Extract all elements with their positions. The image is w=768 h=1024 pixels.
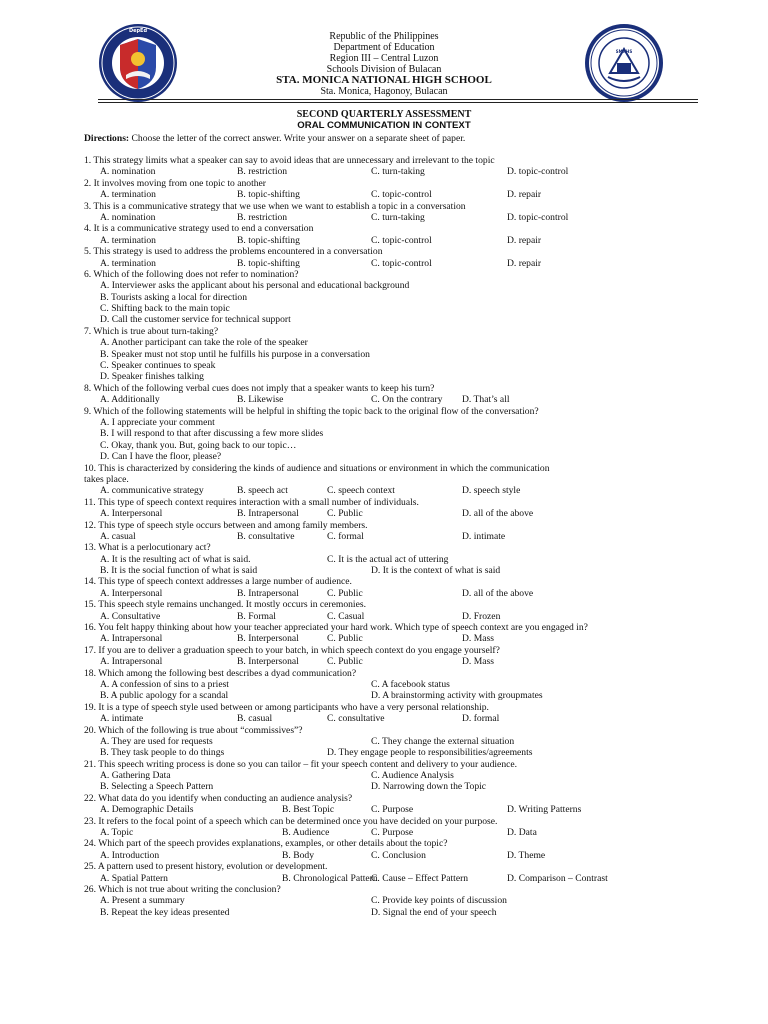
option-row: [84, 804, 684, 815]
directions-text: Choose the letter of the correct answer. Write your answer on a separate sheet of paper.: [129, 133, 466, 144]
answer-option: C. turn-taking: [371, 166, 425, 178]
option-row: [84, 781, 684, 792]
question-stem: 10. This is characterized by considering the kinds of audience and situations or environment in which the communication: [84, 462, 550, 474]
question-stem: 4. It is a communicative strategy used to end a conversation: [84, 223, 314, 235]
option-row: [84, 235, 684, 246]
question-item: [84, 542, 684, 576]
answer-option: D. repair: [507, 257, 542, 269]
answer-option: B. speech act: [237, 485, 288, 497]
header-address: Sta. Monica, Hagonoy, Bulacan: [320, 86, 448, 97]
option-row: [84, 633, 684, 644]
answer-option: B. Intrapersonal: [237, 508, 299, 520]
answer-option: A. intimate: [100, 713, 144, 725]
answer-option: C. On the contrary: [371, 394, 443, 406]
answer-option: D. Mass: [462, 633, 494, 645]
answer-option: C. Public: [327, 633, 363, 645]
option-line: [84, 337, 684, 348]
answer-option: B. Speaker must not stop until he fulfills his purpose in a conversation: [100, 348, 370, 360]
option-row: [84, 166, 684, 177]
question-stem: 7. Which is true about turn-taking?: [84, 325, 219, 337]
answer-option: B. Selecting a Speech Pattern: [100, 781, 214, 793]
answer-option: B. topic-shifting: [237, 189, 300, 201]
question-item: [84, 861, 684, 884]
answer-option: D. repair: [507, 234, 542, 246]
answer-option: D. It is the context of what is said: [371, 565, 501, 577]
answer-option: C. Audience Analysis: [371, 770, 454, 782]
question-item: [84, 326, 684, 383]
answer-option: D. speech style: [462, 485, 521, 497]
option-row: [84, 189, 684, 200]
exam-title: SECOND QUARTERLY ASSESSMENT: [296, 109, 472, 120]
option-row: [84, 485, 684, 496]
option-row: [84, 554, 684, 565]
answer-option: C. Speaker continues to speak: [100, 360, 216, 372]
question-item: [84, 668, 684, 702]
option-line: [84, 371, 684, 382]
option-line: [84, 451, 684, 462]
question-stem: 6. Which of the following does not refer to nomination?: [84, 268, 299, 280]
option-row: [84, 508, 684, 519]
option-line: [84, 349, 684, 360]
answer-option: A. I appreciate your comment: [100, 416, 215, 428]
answer-option: A. Intrapersonal: [100, 633, 163, 645]
answer-option: B. It is the social function of what is said: [100, 565, 258, 577]
header-republic: Republic of the Philippines: [329, 31, 439, 42]
option-row: [84, 656, 684, 667]
answer-option: B. consultative: [237, 530, 295, 542]
question-item: [84, 759, 684, 793]
question-stem: 12. This type of speech style occurs between and among family members.: [84, 519, 368, 531]
answer-option: C. Conclusion: [371, 849, 426, 861]
answer-option: A. termination: [100, 234, 156, 246]
question-item: [84, 246, 684, 269]
answer-option: C. Public: [327, 587, 363, 599]
answer-option: B. restriction: [237, 211, 288, 223]
answer-option: C. Cause – Effect Pattern: [371, 872, 469, 884]
answer-option: A. nomination: [100, 166, 156, 178]
answer-option: C. Public: [327, 656, 363, 668]
option-row: [84, 611, 684, 622]
answer-option: B. Interpersonal: [237, 656, 299, 668]
option-row: [84, 850, 684, 861]
answer-option: B. Likewise: [237, 394, 284, 406]
seal-text: DepEd: [128, 28, 148, 34]
answer-option: A. Spatial Pattern: [100, 872, 168, 884]
answer-option: D. Narrowing down the Topic: [371, 781, 487, 793]
answer-option: A. Interviewer asks the applicant about his personal and educational background: [100, 280, 410, 292]
answer-option: C. Public: [327, 508, 363, 520]
answer-option: D. Writing Patterns: [507, 804, 582, 816]
option-line: [84, 417, 684, 428]
answer-option: C. turn-taking: [371, 211, 425, 223]
question-stem: 20. Which of the following is true about “commissives”?: [84, 724, 303, 736]
header-department: Department of Education: [333, 42, 435, 53]
answer-option: A. Additionally: [100, 394, 160, 406]
directions-label: Directions:: [84, 133, 130, 144]
answer-option: C. Provide key points of discussion: [371, 895, 507, 907]
option-row: [84, 565, 684, 576]
question-list: [84, 155, 684, 918]
answer-option: A. It is the resulting act of what is said.: [100, 553, 251, 565]
option-line: [84, 303, 684, 314]
header-division: Schools Division of Bulacan: [326, 64, 442, 75]
answer-option: B. Formal: [237, 610, 276, 622]
answer-option: A. Intrapersonal: [100, 656, 163, 668]
answer-option: A. Gathering Data: [100, 770, 171, 782]
question-item: [84, 884, 684, 918]
answer-option: B. Intrapersonal: [237, 587, 299, 599]
answer-option: D. all of the above: [462, 587, 534, 599]
answer-option: A. nomination: [100, 211, 156, 223]
answer-option: D. topic-control: [507, 211, 569, 223]
question-item: [84, 702, 684, 725]
header-rule-thick: [98, 99, 698, 100]
answer-option: D. Comparison – Contrast: [507, 872, 608, 884]
question-item: [84, 793, 684, 816]
answer-option: C. topic-control: [371, 234, 432, 246]
answer-option: B. Tourists asking a local for direction: [100, 291, 248, 303]
option-row: [84, 690, 684, 701]
option-row: [84, 895, 684, 906]
answer-option: C. It is the actual act of uttering: [327, 553, 449, 565]
answer-option: D. Signal the end of your speech: [371, 906, 497, 918]
question-item: [84, 269, 684, 326]
question-item: [84, 838, 684, 861]
answer-option: D. That’s all: [462, 394, 510, 406]
option-row: [84, 736, 684, 747]
answer-option: B. restriction: [237, 166, 288, 178]
answer-option: C. Purpose: [371, 827, 414, 839]
answer-option: C. Casual: [327, 610, 365, 622]
answer-option: B. Body: [282, 849, 314, 861]
answer-option: A. Present a summary: [100, 895, 185, 907]
answer-option: B. A public apology for a scandal: [100, 690, 229, 702]
answer-option: C. Purpose: [371, 804, 414, 816]
option-row: [84, 258, 684, 269]
option-row: [84, 212, 684, 223]
answer-option: A. termination: [100, 257, 156, 269]
answer-option: C. formal: [327, 530, 364, 542]
answer-option: D. Can I have the floor, please?: [100, 451, 222, 463]
answer-option: A. Topic: [100, 827, 134, 839]
option-row: [84, 873, 684, 884]
question-item: [84, 576, 684, 599]
question-item: [84, 201, 684, 224]
answer-option: A. They are used for requests: [100, 735, 213, 747]
option-line: [84, 428, 684, 439]
option-row: [84, 827, 684, 838]
answer-option: D. Call the customer service for technical support: [100, 314, 291, 326]
answer-option: A. communicative strategy: [100, 485, 204, 497]
option-line: [84, 360, 684, 371]
option-row: [84, 713, 684, 724]
answer-option: D. all of the above: [462, 508, 534, 520]
exam-subject: ORAL COMMUNICATION IN CONTEXT: [297, 120, 471, 131]
question-stem: 15. This speech style remains unchanged. It mostly occurs in ceremonies.: [84, 599, 366, 611]
answer-option: A. Consultative: [100, 610, 161, 622]
question-item: [84, 497, 684, 520]
option-row: [84, 531, 684, 542]
question-stem: 19. It is a type of speech style used between or among participants who have a very personal relationship.: [84, 701, 489, 713]
answer-option: A. Interpersonal: [100, 508, 163, 520]
answer-option: B. I will respond to that after discussing a few more slides: [100, 428, 324, 440]
question-item: [84, 599, 684, 622]
answer-option: C. Shifting back to the main topic: [100, 303, 230, 315]
option-row: [84, 588, 684, 599]
question-stem: 17. If you are to deliver a graduation speech to your batch, in which speech context do you engage yourself?: [84, 644, 500, 656]
answer-option: A. Introduction: [100, 849, 160, 861]
option-row: [84, 747, 684, 758]
question-stem: 21. This speech writing process is done so you can tailor – fit your speech content and delivery to your audience.: [84, 758, 518, 770]
answer-option: D. Theme: [507, 849, 546, 861]
answer-option: D. A brainstorming activity with groupmates: [371, 690, 543, 702]
answer-option: C. speech context: [327, 485, 395, 497]
option-row: [84, 770, 684, 781]
option-line: [84, 292, 684, 303]
answer-option: D. Speaker finishes talking: [100, 371, 204, 383]
question-item: [84, 178, 684, 201]
option-row: [84, 679, 684, 690]
question-item: [84, 520, 684, 543]
question-stem: 8. Which of the following verbal cues does not imply that a speaker wants to keep his turn?: [84, 382, 435, 394]
question-item: [84, 155, 684, 178]
question-stem: 13. What is a perlocutionary act?: [84, 542, 211, 554]
answer-option: B. topic-shifting: [237, 257, 300, 269]
answer-option: D. topic-control: [507, 166, 569, 178]
question-stem: 25. A pattern used to present history, evolution or development.: [84, 861, 328, 873]
question-stem: 11. This type of speech context requires interaction with a small number of individuals.: [84, 496, 419, 508]
question-item: [84, 816, 684, 839]
question-item: [84, 406, 684, 463]
answer-option: D. repair: [507, 189, 542, 201]
answer-option: C. Okay, thank you. But, going back to our topic…: [100, 439, 297, 451]
question-item: [84, 645, 684, 668]
answer-option: B. topic-shifting: [237, 234, 300, 246]
question-stem: takes place.: [84, 473, 129, 485]
question-stem: 26. Which is not true about writing the conclusion?: [84, 884, 281, 895]
answer-option: A. Demographic Details: [100, 804, 194, 816]
header-rule-thin: [98, 102, 698, 103]
answer-option: D. intimate: [462, 530, 506, 542]
question-stem: 24. Which part of the speech provides explanations, examples, or other details about the topic?: [84, 838, 448, 850]
option-line: [84, 314, 684, 325]
answer-option: D. Data: [507, 827, 537, 839]
option-line: [84, 280, 684, 291]
option-row: [84, 394, 684, 405]
question-stem: 2. It involves moving from one topic to another: [84, 177, 266, 189]
answer-option: D. Mass: [462, 656, 494, 668]
header-school-name: STA. MONICA NATIONAL HIGH SCHOOL: [276, 74, 492, 86]
answer-option: B. casual: [237, 713, 273, 725]
question-item: [84, 622, 684, 645]
question-stem: 23. It refers to the focal point of a speech which can be determined once you have decided on your purpose.: [84, 815, 498, 827]
answer-option: C. topic-control: [371, 189, 432, 201]
header-region: Region III – Central Luzon: [329, 53, 439, 64]
question-item: [84, 223, 684, 246]
answer-option: A. Interpersonal: [100, 587, 163, 599]
question-stem: 14. This type of speech context addresses a large number of audience.: [84, 576, 352, 588]
option-row: [84, 907, 684, 918]
question-stem: 22. What data do you identify when conducting an audience analysis?: [84, 792, 353, 804]
answer-option: D. formal: [462, 713, 500, 725]
question-stem: 5. This strategy is used to address the problems encountered in a conversation: [84, 246, 383, 258]
answer-option: A. Another participant can take the role of the speaker: [100, 337, 308, 349]
answer-option: B. Chronological Pattern: [282, 872, 378, 884]
question-stem: 9. Which of the following statements will be helpful in shifting the topic back to the original flow of the conversation?: [84, 405, 539, 417]
answer-option: A. casual: [100, 530, 136, 542]
answer-option: C. topic-control: [371, 257, 432, 269]
question-item: [84, 725, 684, 759]
question-stem: 18. Which among the following best describes a dyad communication?: [84, 667, 357, 679]
answer-option: D. Frozen: [462, 610, 501, 622]
question-item: [84, 383, 684, 406]
question-stem: 3. This is a communicative strategy that we use when we want to establish a topic in a conversation: [84, 200, 466, 212]
svg-text:SMNHS: SMNHS: [615, 49, 633, 54]
answer-option: D. They engage people to responsibilities/agreements: [327, 747, 533, 759]
answer-option: B. Best Topic: [282, 804, 335, 816]
answer-option: C. consultative: [327, 713, 385, 725]
question-item: [84, 463, 684, 497]
option-line: [84, 440, 684, 451]
answer-option: C. A facebook status: [371, 678, 450, 690]
answer-option: A. A confession of sins to a priest: [100, 678, 229, 690]
answer-option: C. They change the external situation: [371, 735, 515, 747]
answer-option: B. They task people to do things: [100, 747, 225, 759]
answer-option: B. Interpersonal: [237, 633, 299, 645]
question-stem: 1. This strategy limits what a speaker can say to avoid ideas that are unnecessary and irrelevant to the topic: [84, 155, 495, 166]
answer-option: A. termination: [100, 189, 156, 201]
answer-option: B. Audience: [282, 827, 330, 839]
directions: [84, 133, 465, 144]
answer-option: B. Repeat the key ideas presented: [100, 906, 230, 918]
question-stem: 16. You felt happy thinking about how your teacher appreciated your hard work. Which type of speech context are you engaged in?: [84, 622, 588, 634]
